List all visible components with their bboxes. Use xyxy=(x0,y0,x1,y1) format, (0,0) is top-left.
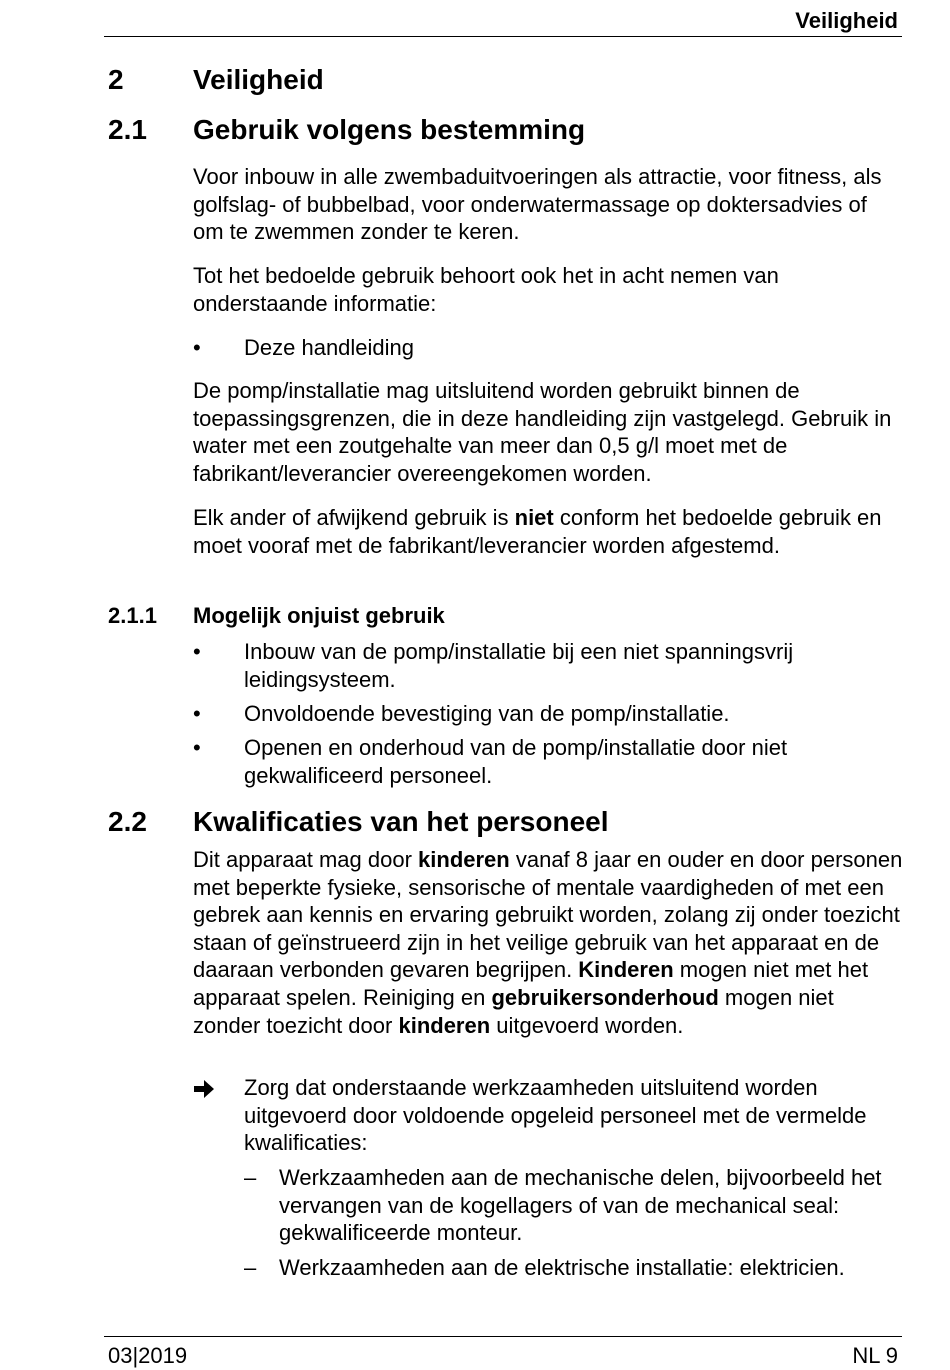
list-item xyxy=(193,334,903,362)
footer-rule xyxy=(104,1336,902,1337)
dash: – xyxy=(244,1255,257,1280)
header-rule xyxy=(104,36,902,37)
instruction-text: Zorg dat onderstaande werkzaamheden uitsluitend worden uitgevoerd door voldoende opgeleid personeel met de vermelde kwalificaties: xyxy=(244,1075,867,1156)
bullet: • xyxy=(193,639,201,664)
list-item-text: Openen en onderhoud van de pomp/installatie door niet gekwalificeerd personeel. xyxy=(244,735,788,788)
list-item xyxy=(193,734,903,789)
bold-text: kinderen xyxy=(418,847,510,872)
dash: – xyxy=(244,1165,257,1190)
sub-list-item xyxy=(244,1254,904,1282)
sub-list-item-text: Werkzaamheden aan de mechanische delen, bijvoorbeeld het vervangen van de kogellagers of van de mechanical seal: gekwalificeerde monteur. xyxy=(279,1165,882,1246)
footer-date: 03|2019 xyxy=(108,1343,188,1368)
text-run: uitgevoerd worden. xyxy=(490,1012,684,1038)
paragraph-intended-use: Voor inbouw in alle zwembaduitvoeringen als attractie, voor fitness, als golfslag- of bubbelbad, voor onderwatermassage op doktersadvies of om te zwemmen zonder te keren. xyxy=(193,164,882,245)
paragraph-other-use xyxy=(193,504,903,559)
text-run: mogen niet met het apparaat spelen. Reiniging en xyxy=(193,957,869,1010)
running-header: Veiligheid xyxy=(795,8,898,33)
list-item-text: Inbouw van de pomp/installatie bij een niet spanningsvrij leidingsysteem. xyxy=(244,639,794,692)
list-item-text: Deze handleiding xyxy=(244,335,415,360)
text-run: Dit apparaat mag door xyxy=(193,847,419,872)
bold-text: Kinderen xyxy=(578,957,674,983)
text-run: Elk ander of afwijkend gebruik is xyxy=(193,505,515,530)
section-number: 2.1 xyxy=(108,114,147,145)
text-run: conform het bedoelde gebruik en moet vooraf met de fabrikant/leverancier worden afgestemd. xyxy=(193,505,882,558)
paragraph-intended-use-info: Tot het bedoelde gebruik behoort ook het in acht nemen van onderstaande informatie: xyxy=(193,263,779,316)
list-item xyxy=(193,700,903,728)
section-number: 2.2 xyxy=(108,806,147,837)
section-title: Kwalificaties van het personeel xyxy=(193,806,609,837)
paragraph-children-warning xyxy=(193,846,903,1039)
instruction-item xyxy=(193,1074,903,1157)
page-number: NL 9 xyxy=(852,1343,898,1368)
section-title: Veiligheid xyxy=(193,64,324,95)
section-number: 2.1.1 xyxy=(108,603,157,628)
bullet: • xyxy=(193,701,201,726)
list-item xyxy=(193,638,903,693)
section-number: 2 xyxy=(108,64,124,95)
paragraph-application-limits: De pomp/installatie mag uitsluitend worden gebruikt binnen de toepassingsgrenzen, die in deze handleiding zijn vastgelegd. Gebruik in water met een zoutgehalte van meer dan 0,5 g/l moet met de fabrikant/leverancier overeengekomen worden. xyxy=(193,378,892,486)
arrow-right-icon xyxy=(193,1078,215,1106)
bold-text: kinderen xyxy=(398,1012,491,1038)
text-run: mogen niet zonder toezicht door xyxy=(193,984,834,1038)
bullet: • xyxy=(193,335,201,360)
bullet: • xyxy=(193,735,201,760)
section-title: Gebruik volgens bestemming xyxy=(193,114,586,145)
bold-text: gebruikersonderhoud xyxy=(491,984,719,1010)
sub-list-item xyxy=(244,1164,904,1247)
list-item-text: Onvoldoende bevestiging van de pomp/installatie. xyxy=(244,701,730,726)
sub-list-item-text: Werkzaamheden aan de elektrische installatie: elektricien. xyxy=(279,1255,845,1280)
text-run: vanaf 8 jaar en ouder en door personen met beperkte fysieke, sensorische of mentale vaardigheden of met een gebrek aan kennis en ervaring gebruikt worden, zolang zij onder toezicht staan of geïnstrueerd zijn in het veilige gebruik van het apparaat en de daaraan verbonden gevaren begrijpen. xyxy=(193,847,903,983)
bold-text: niet xyxy=(514,505,554,530)
section-title: Mogelijk onjuist gebruik xyxy=(193,603,445,628)
